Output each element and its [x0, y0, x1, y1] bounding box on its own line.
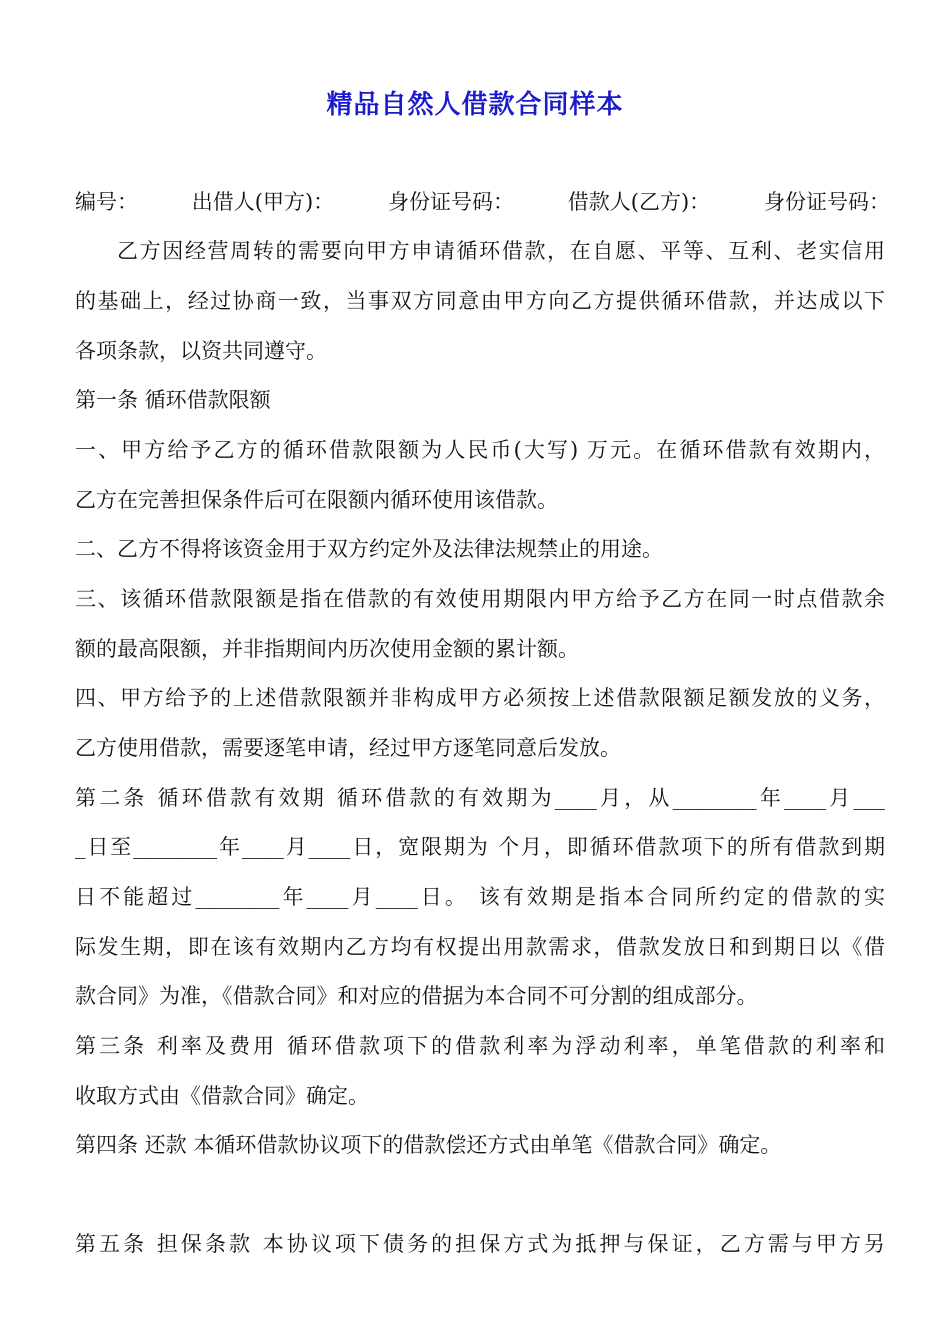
document-title: 精品自然人借款合同样本 [326, 90, 624, 120]
field-borrower-label: 借款人(乙方)： [567, 190, 711, 214]
text-line: _日至________年____月____日，宽限期为 个月，即循环借款项下的所有借款到期 [75, 835, 885, 859]
text-line: 乙方在完善担保条件后可在限额内循环使用该借款。 [75, 488, 558, 512]
article-line: 第二条 循环借款有效期 循环借款的有效期为____月，从________年____月___ [75, 786, 885, 810]
field-lender-id-label: 身份证号码： [387, 190, 514, 214]
text-line: 各项条款，以资共同遵守。 [75, 339, 327, 363]
text-line: 乙方使用借款，需要逐笔申请，经过甲方逐笔同意后发放。 [75, 736, 621, 760]
header-fields [75, 188, 890, 216]
field-borrower-id-label: 身份证号码： [763, 190, 890, 214]
text-line: 的基础上，经过协商一致，当事双方同意由甲方向乙方提供循环借款，并达成以下 [75, 289, 885, 313]
text-line: 额的最高限额，并非指期间内历次使用金额的累计额。 [75, 637, 579, 661]
article-line: 第三条 利率及费用 循环借款项下的借款利率为浮动利率，单笔借款的利率和 [75, 1034, 885, 1058]
text-line: 款合同》为准，《借款合同》和对应的借据为本合同不可分割的组成部分。 [75, 984, 758, 1008]
text-line: 乙方因经营周转的需要向甲方申请循环借款，在自愿、平等、互利、老实信用 [117, 239, 885, 263]
text-line: 四、甲方给予的上述借款限额并非构成甲方必须按上述借款限额足额发放的义务， [75, 686, 885, 710]
text-line: 三、该循环借款限额是指在借款的有效使用期限内甲方给予乙方在同一时点借款余 [75, 587, 885, 611]
article-heading: 第一条 循环借款限额 [75, 388, 271, 412]
text-line: 际发生期，即在该有效期内乙方均有权提出用款需求，借款发放日和到期日以《借 [75, 935, 885, 959]
field-lender-label: 出借人(甲方)： [191, 190, 335, 214]
text-line: 二、乙方不得将该资金用于双方约定外及法律法规禁止的用途。 [75, 537, 663, 561]
article-line: 第四条 还款 本循环借款协议项下的借款偿还方式由单笔《借款合同》确定。 [75, 1133, 782, 1157]
text-line: 一、甲方给予乙方的循环借款限额为人民币(大写) 万元。在循环借款有效期内， [75, 438, 885, 462]
article-line: 第五条 担保条款 本协议项下债务的担保方式为抵押与保证，乙方需与甲方另 [75, 1232, 885, 1256]
field-number-label: 编号： [75, 190, 138, 214]
text-line: 日不能超过________年____月____日。 该有效期是指本合同所约定的借款的实 [75, 885, 885, 909]
text-line: 收取方式由《借款合同》确定。 [75, 1084, 369, 1108]
